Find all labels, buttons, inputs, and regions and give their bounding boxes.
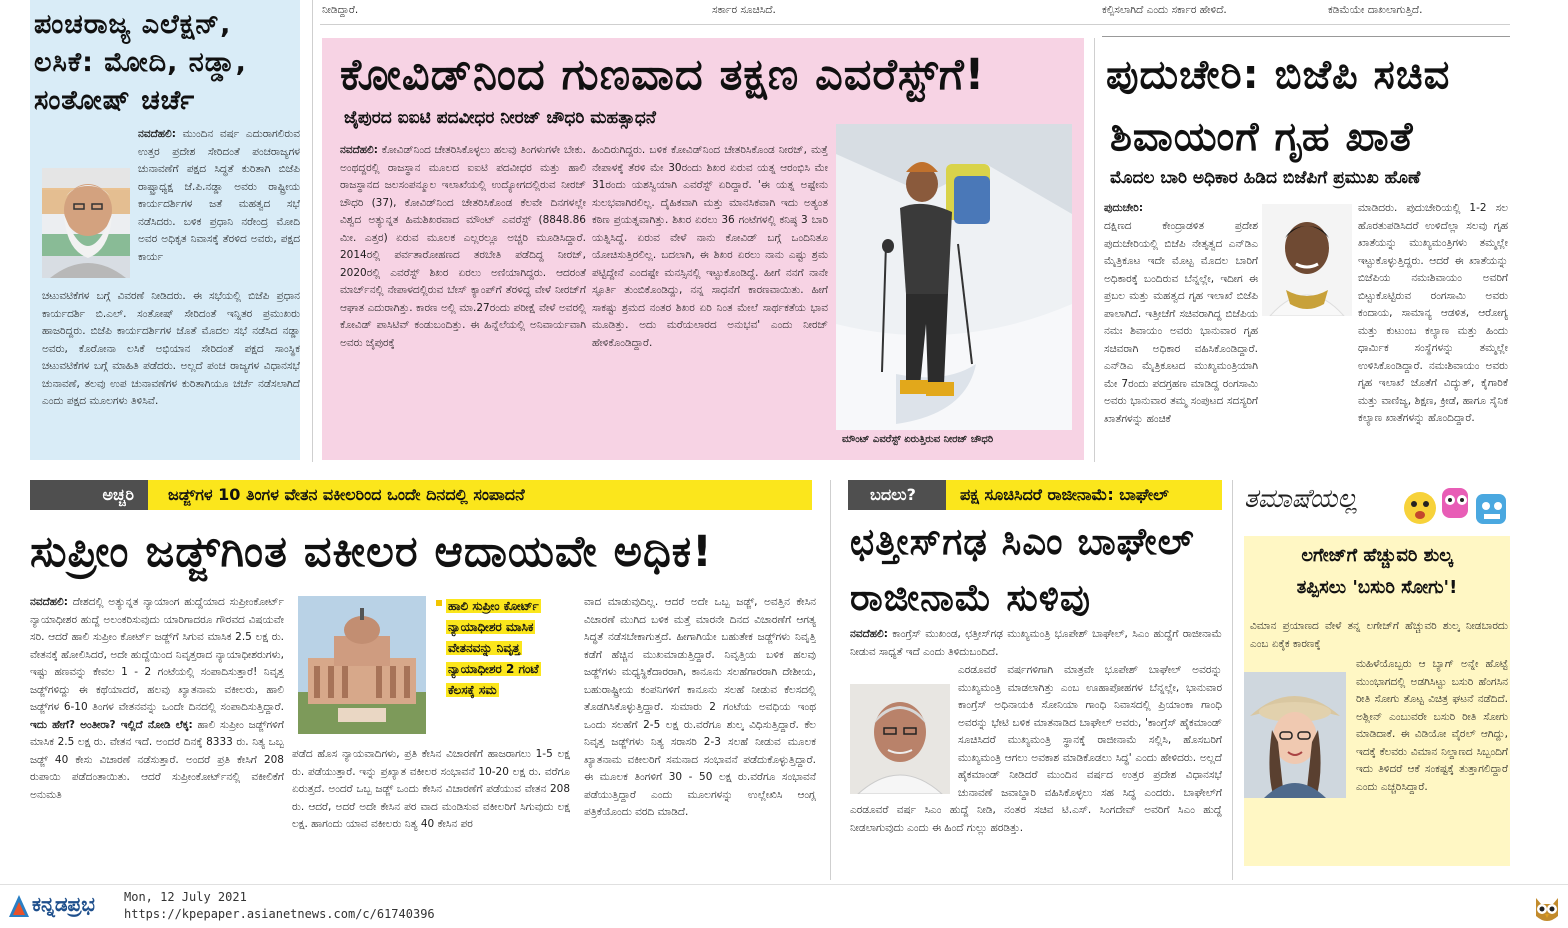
owl-icon[interactable] — [1532, 892, 1562, 924]
modi-photo — [42, 168, 130, 278]
judges-callout-highlight: ಹಾಲಿ ಸುಪ್ರೀಂ ಕೋರ್ಟ್ ನ್ಯಾಯಾಧೀಶರ ಮಾಸಿಕ ವೇತನವನ್ನು ನಿವೃತ್ತ ನ್ಯಾಯಾಧೀಶರ 2 ಗಂಟೆ ಕೆಲಸಕ್ಕೆ ಸಮ — [448, 599, 539, 697]
baghel-headline-line-2: ರಾಜೀನಾಮೆ ಸುಳಿವು — [850, 576, 1092, 619]
everest-col-2: ಹಿಂದಿರುಗಿದ್ದರು. ಬಳಿಕ ಕೋವಿಡ್‌ನಿಂದ ಚೇತರಿಸಿಕೊಂಡ ನೀರಜ್, ಮತ್ತೆ ನೇಪಾಳಕ್ಕೆ ತೆರಳಿ ಮೇ 30ರಂದು ಶಿಖರ ಏರುವ ಯತ್ನ ಆರಂಭಿಸಿ ಮೇ 31ರಂದು ಯಶಸ್ವಿಯಾಗಿ ಎವರೆಸ್ಟ್ ಏರಿದ್ದಾರೆ. 'ಈ ಯತ್ನ ಅಷ್ಟೇನು ಸುಲಭವಾಗಿರಲಿಲ್ಲ. ದೈಹಿಕವಾಗಿ ಮತ್ತು ಮಾನಸಿಕವಾಗಿ ಇದು ಅತ್ಯಂತ ಕಠಿಣ ಪ್ರಯತ್ನವಾಗಿತ್ತು. ಶಿಖರ ಏರಲು 36 ಗಂಟೆಗಳಲ್ಲಿ ಕನಿಷ್ಠ 3 ಬಾರಿ ಯತ್ನಿಸಿದ್ದೆ. ಏರುವ ವೇಳೆ ನಾನು ಕೋವಿಡ್ ಬಗ್ಗೆ ಒಂದಿನಿತೂ ಯೋಚಿಸುತ್ತಿರಲಿಲ್ಲ. ಬದಲಾಗಿ, ಈ ಶಿಖರ ಏರಲು ನಾನು ಎಷ್ಟು ಶ್ರಮ ಪಟ್ಟಿದ್ದೇನೆ ಎಂದಷ್ಟೇ ಮನಸ್ಸಿನಲ್ಲಿ ಇಟ್ಟುಕೊಂಡಿದ್ದೆ. ಹೀಗೆ ನನಗೆ ನಾನೇ ಸ್ಫೂರ್ತಿ ತುಂಬಿಕೊಂಡಿದ್ದು, ನನ್ನ ಸಾಧನೆಗೆ ಕಾರಣವಾಯಿತು. ಹೀಗೆ ಸಾಕಷ್ಟು ಶ್ರಮದ ನಂತರ ಶಿಖರ ಏರಿ ನಿಂತ ಮೇಲೆ ಸಾರ್ಥಕತೆಯ ಭಾವ ಮೂಡಿತ್ತು. ಅದು ಮರೆಯಲಾರದ ಅನುಭವ' ಎಂದು ನೀರಜ್ ಹೇಳಿಕೊಂಡಿದ್ದಾರೆ. — [592, 144, 828, 349]
everest-col-1 — [340, 142, 586, 458]
everest-subhead: ಜೈಪುರದ ಐಐಟಿ ಪದವೀಧರ ನೀರಜ್ ಚೌಧರಿ ಮಹತ್ಸಾಧನೆ — [344, 108, 656, 128]
judges-col-3: ವಾದ ಮಾಡುವುದಿಲ್ಲ. ಆದರೆ ಅದೇ ಒಬ್ಬ ಜಡ್ಜ್, ಅವತ್ತಿನ ಕೇಸಿನ ವಿಚಾರಣೆ ಮುಗಿದ ಬಳಿಕ ಮತ್ತೆ ಮಾರನೇ ದಿನದ ವಿಚಾರಣೆಗೆ ಆಗತ್ಯ ಸಿದ್ಧತೆ ನಡೆಸಬೇಕಾಗುತ್ತದೆ. ಹೀಗಾಗಿಯೇ ಬಹುತೇಕ ಜಡ್ಜ್‌ಗಳು ನಿವೃತ್ತಿ ಕಡೆಗೆ ಹೆಚ್ಚಿನ ಮುಖಮಾಡುತ್ತಿದ್ದಾರೆ. ನಿವೃತ್ತಿಯ ಬಳಿಕ ಹಲವು ಜಡ್ಜ್‌ಗಳು ಮಧ್ಯಸ್ಥಿಕೆದಾರರಾಗಿ, ಕಾನೂನು ಸಲಹೆಗಾರರಾಗಿ ದೇಶೀಯ, ಬಹುರಾಷ್ಟ್ರೀಯ ಕಂಪನಿಗಳಿಗೆ ಕಾನೂನು ಸಲಹೆ ನೀಡುವ ಕೆಲಸದಲ್ಲಿ ತೊಡಗಿಸಿಕೊಳ್ಳುತ್ತಿದ್ದಾರೆ. ಸುಮಾರು 2 ಗಂಟೆಯ ಅವಧಿಯ ಇಂಥ ಒಂದು ಸಲಹೆಗೆ 2-5 ಲಕ್ಷ ರು.ವರೆಗೂ ಶುಲ್ಕ ವಿಧಿಸುತ್ತಿದ್ದಾರೆ. ಕೆಲ ನಿವೃತ್ತ ಜಡ್ಜ್‌ಗಳು ನಿತ್ಯ ಸರಾಸರಿ 2-3 ಸಲಹೆ ನೀಡುವ ಮೂಲಕ ಖ್ಯಾತನಾಮ ವಕೀಲರಿಗೆ ಸಮನಾದ ಸಂಭಾವನೆ ಪಡೆದುಕೊಳ್ಳುತ್ತಿದ್ದಾರೆ. ಈ ಮೂಲಕ ತಿಂಗಳಿಗೆ 30 - 50 ಲಕ್ಷ ರು.ವರೆಗೂ ಸಂಭಾವನೆ ಪಡೆಯುತ್ತಿದ್ದಾರೆ ಎಂದು ಮೂಲಗಳನ್ನು ಉಲ್ಲೇಖಿಸಿ ಆಂಗ್ಲ ಪತ್ರಿಕೆಯೊಂದು ವರದಿ ಮಾಡಿದೆ. — [584, 596, 816, 818]
baghel-para-1-text: ಕಾಂಗ್ರೆಸ್ ಮುಖಂಡ, ಛತ್ತೀಸ್‌ಗಢ ಮುಖ್ಯಮಂತ್ರಿ ಭೂಪೇಶ್ ಬಾಘೇಲ್, ಸಿಎಂ ಹುದ್ದೆಗೆ ರಾಜೀನಾಮೆ ನೀಡುವ ಸಾಧ್ಯತೆ ಇದೆ ಎಂದು ತಿಳಿದುಬಂದಿದೆ. — [850, 628, 1222, 658]
footer-date: Mon, 12 July 2021 — [124, 890, 247, 904]
baghel-para-1 — [850, 626, 1222, 662]
tamasha-headline-line-1: ಲಗೇಜ್‌ಗೆ ಹೆಚ್ಚುವರಿ ಶುಲ್ಕ — [1301, 545, 1453, 566]
everest-caption: ಮೌಂಟ್ ಎವರೆಸ್ಟ್ ಏರುತ್ತಿರುವ ನೀರಜ್ ಚೌಧರಿ — [842, 434, 994, 445]
tamasha-para-1: ವಿಮಾನ ಪ್ರಯಾಣದ ವೇಳೆ ತನ್ನ ಲಗೇಜ್‌ಗೆ ಹೆಚ್ಚುವರಿ ಶುಲ್ಕ ನೀಡಬಾರದು ಎಂಬ ಏಕೈಕ ಕಾರಣಕ್ಕೆ — [1250, 620, 1508, 650]
judges-callout-text — [446, 596, 562, 701]
tamasha-headline-line-2: ತಪ್ಪಿಸಲು 'ಬಸುರಿ ಸೋಗು'! — [1296, 577, 1458, 598]
top-strip-text-2: ಸರ್ಕಾರ ಸೂಚಿಸಿದೆ. — [712, 4, 776, 16]
everest-dateline: ನವದೆಹಲಿ: — [340, 144, 378, 156]
callout-bullet-icon — [436, 600, 442, 606]
panchayat-box — [30, 0, 300, 460]
judges-tag — [30, 480, 148, 510]
judges-kicker: ಜಡ್ಜ್‌ಗಳ 10 ತಿಂಗಳ ವೇತನ ವಕೀಲರಿಂದ ಒಂದೇ ದಿನದಲ್ಲಿ ಸಂಪಾದನೆ — [168, 485, 525, 504]
supreme-court-photo — [298, 596, 426, 734]
baghel-headline-line-1: ಛತ್ತೀಸ್‌ಗಢ ಸಿಎಂ ಬಾಘೇಲ್ — [850, 520, 1195, 563]
tamasha-headline — [1244, 536, 1510, 604]
top-strip-text-1: ನೀಡಿದ್ದಾರೆ. — [322, 4, 359, 16]
everest-box — [322, 38, 1084, 460]
puducherry-headline — [1106, 44, 1450, 168]
kannadaprabha-logo-icon — [8, 894, 30, 918]
judges-dateline: ನವದೆಹಲಿ: — [30, 596, 68, 608]
panchayat-headline-line-3: ಸಂತೋಷ್ ಚರ್ಚೆ — [34, 85, 196, 116]
tamasha-brand: ತಮಾಷೆಯಲ್ಲ — [1244, 484, 1358, 514]
footer-logo-text: ಕನ್ನಡಪ್ರಭ — [32, 892, 95, 916]
top-strip-text-4: ಕಡಿಮೆಯೇ ದಾಖಲಾಗುತ್ತಿದೆ. — [1328, 4, 1423, 16]
puducherry-col-2: ಮಾಡಿದರು. ಪುದುಚೇರಿಯಲ್ಲಿ 1-2 ಸಲ ಹೊರತುಪಡಿಸಿದರೆ ಉಳಿದೆಲ್ಲಾ ಸಲವು ಗೃಹ ಖಾತೆಯನ್ನು ಮುಖ್ಯಮಂತ್ರಿಗಳು ತಮ್ಮಲ್ಲೇ ಇಟ್ಟುಕೊಳ್ಳುತ್ತಿದ್ದರು. ಆದರೆ ಈ ಖಾತೆಯನ್ನು ಬಿಜೆಪಿಯ ನಮಃಶಿವಾಯಂ ಅವರಿಗೆ ಬಿಟ್ಟುಕೊಟ್ಟಿರುವ ರಂಗಸಾಮಿ ಅವರು ಕಂದಾಯ, ಸಾಮಾನ್ಯ ಆಡಳಿತ, ಆರೋಗ್ಯ ಮತ್ತು ಕುಟುಂಬ ಕಲ್ಯಾಣ ಮತ್ತು ಹಿಂದು ಧಾರ್ಮಿಕ ಸಂಸ್ಥೆಗಳನ್ನು ತಮ್ಮಲ್ಲೇ ಉಳಿಸಿಕೊಂಡಿದ್ದಾರೆ. ನಮಃಶಿವಾಯಂ ಅವರು ಗೃಹ ಇಲಾಖೆ ಜೊತೆಗೆ ವಿದ್ಯುತ್, ಕೈಗಾರಿಕೆ ಮತ್ತು ವಾಣಿಜ್ಯ, ಶಿಕ್ಷಣ, ಕ್ರೀಡೆ, ಹಾಗೂ ಸೈನಿಕ ಕಲ್ಯಾಣ ಖಾತೆಗಳನ್ನು ಹೊಂದಿದ್ದಾರೆ. — [1358, 202, 1508, 424]
judges-kicker-bar — [148, 480, 812, 510]
panchayat-headline — [34, 6, 247, 120]
judges-col-1-text: ದೇಶದಲ್ಲಿ ಅತ್ಯುನ್ನತ ನ್ಯಾಯಾಂಗ ಹುದ್ದೆಯಾದ ಸುಪ್ರೀಂಕೋರ್ಟ್ ನ್ಯಾಯಾಧೀಶರ ಹುದ್ದೆ ಅಲಂಕರಿಸುವುದು ಯಾರಿಗಾದರೂ ಗೌರವದ ವಿಷಯವೇ ಸರಿ. ಆದರೆ ಹಾಲಿ ಸುಪ್ರೀಂ ಕೋರ್ಟ್ ಜಡ್ಜ್‌ಗೆ ಸಿಗುವ ಮಾಸಿಕ 2.5 ಲಕ್ಷ ರು. ವೇತನಕ್ಕೆ ಹೋಲಿಸಿದರೆ, ಅದೇ ಹುದ್ದೆಯಿಂದ ನಿವೃತ್ತರಾದ ನ್ಯಾಯಾಧೀಶರುಗಳು, ಇಷ್ಟು ಹಣವನ್ನು ಕೇವಲ 1 - 2 ಗಂಟೆಯಲ್ಲಿ ಸಂಪಾದಿಸುತ್ತಾರೆ! ನಿವೃತ್ತ ಜಡ್ಜ್‌ಗಳಿದ್ದು ಈ ಕಥೆಯಾದರೆ, ಹಲವು ಖ್ಯಾತನಾಮ ವಕೀಲರು, ಹಾಲಿ ಜಡ್ಜ್‌ಗಳ 6-10 ತಿಂಗಳ ವೇತನವನ್ನು ಒಂದೇ ದಿನದಲ್ಲಿ ಸಂಪಾದಿಸುತ್ತಿದ್ದಾರೆ. — [30, 596, 284, 713]
panchayat-para-2: ಚಟುವಟಿಕೆಗಳ ಬಗ್ಗೆ ವಿವರಣೆ ನೀಡಿದರು. ಈ ಸಭೆಯಲ್ಲಿ ಬಿಜೆಪಿ ಪ್ರಧಾನ ಕಾರ್ಯದರ್ಶಿ ಬಿ.ಎಲ್. ಸಂತೋಷ್ ಸೇರಿದಂತೆ ಇನ್ನಿತರ ಪ್ರಮುಖರು ಹಾಜರಿದ್ದರು. ಬಿಜೆಪಿ ಕಾರ್ಯದರ್ಶಿಗಳ ಜೊತೆ ಮೊದಲ ಸಭೆ ನಡೆಸಿದ ನಡ್ಡಾ ಅವರು, ಕೊರೋನಾ ಲಸಿಕೆ ಅಭಿಯಾನ ಸೇರಿದಂತೆ ಪಕ್ಷದ ಸಾಂಸ್ಥಿಕ ಚಟುವಟಿಕೆಗಳ ಬಗ್ಗೆ ಮಾಹಿತಿ ಪಡೆದರು. ಅಲ್ಲದೆ ಪಂಚ ರಾಜ್ಯಗಳ ವಿಧಾನಸಭೆ ಚುನಾವಣೆ, ತಲವು ಉಪ ಚುನಾವಣೆಗಳ ಕುರಿತಾಗಿಯೂ ಚರ್ಚೆ ನಡೆಸಲಾಗಿದೆ ಎಂದು ಪಕ್ಷದ ಮೂಲಗಳು ತಿಳಿಸಿವೆ. — [42, 290, 300, 407]
puducherry-headline-line-2: ಶಿವಾಯಂಗೆ ಗೃಹ ಖಾತೆ — [1110, 114, 1414, 160]
panchayat-para-1 — [42, 126, 300, 286]
baghel-headline — [850, 514, 1195, 626]
judges-callout — [436, 596, 566, 744]
judges-tag-label: ಅಚ್ಚರಿ — [102, 485, 134, 504]
judges-question: ಇದು ಹೇಗೆ? ಅಂತೀರಾ? ಇಲ್ಲಿದೆ ನೋಡಿ ಲೆಕ್ಕ: — [30, 718, 193, 731]
judges-headline: ಸುಪ್ರೀಂ ಜಡ್ಜ್‌ಗಿಂತ ವಕೀಲರ ಆದಾಯವೇ ಅಧಿಕ! — [30, 527, 713, 577]
puducherry-col-1: ದಕ್ಷಿಣದ ಕೇಂದ್ರಾಡಳಿತ ಪ್ರದೇಶ ಪುದುಚೇರಿಯಲ್ಲಿ ಬಿಜೆಪಿ ನೇತೃತ್ವದ ಎನ್‌ಡಿಎ ಮೈತ್ರಿಕೂಟ ಇದೇ ಮೊಟ್ಟ ಮೊದಲ ಬಾರಿಗೆ ಅಧಿಕಾರಕ್ಕೆ ಬಂದಿರುವ ಬೆನ್ನಲ್ಲೇ, ಇದೀಗ ಈ ಪ್ರಬಲ ಮತ್ತು ಮಹತ್ವದ ಗೃಹ ಇಲಾಖೆ ಬಿಜೆಪಿ ಪಾಲಾಗಿದೆ. ಇತ್ತೀಚೆಗೆ ಸಚಿವರಾಗಿದ್ದ ಬಿಜೆಪಿಯ ನಮಃ ಶಿವಾಯಂ ಅವರು ಭಾನುವಾರ ಗೃಹ ಸಚಿವರಾಗಿ ಅಧಿಕಾರ ವಹಿಸಿಕೊಂಡಿದ್ದಾರೆ. ಎನ್‌ಡಿಎ ಮೈತ್ರಿಕೂಟದ ಮುಖ್ಯಮಂತ್ರಿಯಾಗಿ ಮೇ 7ರಂದು ಪದಗ್ರಹಣ ಮಾಡಿದ್ದ ರಂಗಸಾಮಿ ಅವರು ಭಾನುವಾರ ತಮ್ಮ ಸಂಪುಟದ ಸದಸ್ಯರಿಗೆ ಖಾತೆಗಳನ್ನು ಹಂಚಿಕೆ — [1104, 220, 1258, 425]
puducherry-subhead: ಮೊದಲ ಬಾರಿ ಅಧಿಕಾರ ಹಿಡಿದ ಬಿಜೆಪಿಗೆ ಪ್ರಮುಖ ಹೊಣೆ — [1110, 168, 1421, 188]
puducherry-dateline: ಪುದುಚೇರಿ: — [1104, 202, 1144, 214]
panchayat-headline-line-1: ಪಂಚರಾಜ್ಯ ಎಲೆಕ್ಷನ್, — [34, 9, 232, 40]
puducherry-headline-line-1: ಪುದುಚೇರಿ: ಬಿಜೆಪಿ ಸಚಿವ — [1106, 52, 1451, 98]
baghel-dateline: ನವದೆಹಲಿ: — [850, 628, 888, 640]
baghel-photo-spacer — [850, 662, 958, 796]
judges-col-1b-text: ಹಾಲಿ ಸುಪ್ರೀಂ ಜಡ್ಜ್‌ಗಳಿಗೆ ಮಾಸಿಕ 2.5 ಲಕ್ಷ ರು. ವೇತನ ಇದೆ. ಅಂದರೆ ದಿನಕ್ಕೆ 8333 ರು. ನಿತ್ಯ ಒಬ್ಬ ಜಡ್ಜ್ 40 ಕೇಸು ವಿಚಾರಣೆ ನಡೆಸುತ್ತಾರೆ. ಅಂದರೆ ಪ್ರತಿ ಕೇಸಿಗೆ 208 ರುಪಾಯಿ ಪಡೆದಂತಾಯಿತು. ಆದರೆ ಸುಪ್ರೀಂಕೋರ್ಟ್‌ನಲ್ಲಿ ವಕೀಲಿಕೆಗೆ ಅನುಮತಿ — [30, 718, 284, 801]
baghel-kicker: ಪಕ್ಷ ಸೂಚಿಸಿದರೆ ರಾಜೀನಾಮೆ: ಬಾಘೇಲ್ — [960, 485, 1169, 504]
baghel-kicker-bar — [946, 480, 1222, 510]
minister-photo — [1262, 204, 1352, 316]
everest-headline: ಕೋವಿಡ್‌ನಿಂದ ಗುಣವಾದ ತಕ್ಷಣ ಎವರೆಸ್ಟ್‌ಗೆ! — [340, 50, 986, 100]
everest-photo — [836, 124, 1072, 430]
panchayat-dateline: ನವದೆಹಲಿ: — [138, 128, 176, 140]
judges-col-2: ಪಡೆದ ಹೊಸ ನ್ಯಾಯವಾದಿಗಳು, ಪ್ರತಿ ಕೇಸಿನ ವಿಚಾರಣೆಗೆ ಹಾಜರಾಗಲು 1-5 ಲಕ್ಷ ರು. ಪಡೆಯುತ್ತಾರೆ. ಇನ್ನು ಪ್ರಖ್ಯಾತ ವಕೀಲರ ಸಂಭಾವನೆ 10-20 ಲಕ್ಷ ರು. ವರೆಗೂ ಏರುತ್ತದೆ. ಅಂದರೆ ಒಬ್ಬ ಜಡ್ಜ್ ಒಂದು ಕೇಸಿನ ವಿಚಾರಣೆಗೆ ಪಡೆಯುವ ವೇತನ 208 ರು. ಆದರೆ, ಅದರೆ ಅದೇ ಕೇಸಿನ ಪರ ವಾದ ಮಂಡಿಸುವ ವಕೀಲರಿಗೆ ಸಿಗುವುದು ಲಕ್ಷ ಲಕ್ಷ. ಹಾಗಂದು ಯಾವ ವಕೀಲರು ನಿತ್ಯ 40 ಕೇಸಿನ ಪರ — [292, 748, 570, 830]
judges-col-1 — [30, 594, 284, 880]
tamasha-para-2 — [1250, 656, 1508, 862]
tamasha-brand-area — [1244, 478, 1510, 528]
panchayat-text-1: ಮುಂದಿನ ವರ್ಷ ಎದುರಾಗಲಿರುವ ಉತ್ತರ ಪ್ರದೇಶ ಸೇರಿದಂತೆ ಪಂಚರಾಜ್ಯಗಳ ಚುನಾವಣೆಗೆ ಪಕ್ಷದ ಸಿದ್ಧತೆ ಕುರಿತಾಗಿ ಬಿಜೆಪಿ ರಾಷ್ಟ್ರಾಧ್ಯಕ್ಷ ಜೆ.ಪಿ.ನಡ್ಡಾ ಅವರು ರಾಷ್ಟ್ರೀಯ ಕಾರ್ಯದರ್ಶಿಗಳ ಜತೆ ಮಹತ್ವದ ಸಭೆ ನಡೆಸಿದರು. ಬಳಿಕ ಪ್ರಧಾನಿ ನರೇಂದ್ರ ಮೋದಿ ಅವರ ಅಧಿಕೃತ ನಿವಾಸಕ್ಕೆ ತೆರಳಿದ ಅವರು, ಪಕ್ಷದ ಕಾರ್ಯ — [138, 128, 300, 263]
everest-col-1-text: ಕೋವಿಡ್‌ನಿಂದ ಚೇತರಿಸಿಕೊಳ್ಳಲು ಹಲವು ತಿಂಗಳುಗಳೇ ಬೇಕು. ಅಂಥದ್ದರಲ್ಲಿ ರಾಜಸ್ಥಾನ ಮೂಲದ ಐಐಟಿ ಪದವೀಧರ ಮತ್ತು ಹಾಲಿ ರಾಜಸ್ಥಾನದ ಜಲಸಂಪನ್ಮೂಲ ಇಲಾಖೆಯಲ್ಲಿ ಉದ್ಯೋಗದಲ್ಲಿರುವ ನೀರಜ್ ಚೌಧರಿ (37), ಕೋವಿಡ್‌ನಿಂದ ಚೇತರಿಸಿಕೊಂಡ ಕೆಲವೇ ದಿನಗಳಲ್ಲೇ ವಿಶ್ವದ ಅತ್ಯುನ್ನತ ಹಿಮಶಿಖರವಾದ ಮೌಂಟ್ ಎವರೆಸ್ಟ್ (8848.86 ಮೀ. ಎತ್ತರ) ಏರುವ ಮೂಲಕ ಎಲ್ಲರಲ್ಲೂ ಅಚ್ಚರಿ ಮೂಡಿಸಿದ್ದಾರೆ. 2014ರಲ್ಲಿ ಪರ್ವತಾರೋಹಣದ ತರಬೇತಿ ಪಡೆದಿದ್ದ ನೀರಜ್, 2020ರಲ್ಲಿ ಎವರೆಸ್ಟ್ ಶಿಖರ ಏರಲು ಅಣಿಯಾಗಿದ್ದರು. ಆದರಂತೆ ಮಾರ್ಚ್‌ನಲ್ಲಿ ನೇಪಾಳದಲ್ಲಿರುವ ಬೇಸ್ ಕ್ಯಾಂಪ್‌ಗೆ ತೆರಳಿದ್ದ ವೇಳೆ ನೀರಜ್‌ಗೆ ಆಘಾತ ಎದುರಾಗಿತ್ತು. ಕಾರಣ ಅಲ್ಲಿ ಮಾ.27ರಂದು ಪರೀಕ್ಷೆ ವೇಳೆ ಅವರಲ್ಲಿ ಕೋವಿಡ್ ಪಾಸಿಟಿವ್ ಕಂಡುಬಂದಿತ್ತು. ಈ ಹಿನ್ನೆಲೆಯಲ್ಲಿ ಅನಿವಾರ್ಯವಾಗಿ ಅವರು ಜೈಪುರಕ್ಕೆ — [340, 144, 586, 349]
baghel-tag — [848, 480, 946, 510]
panchayat-headline-line-2: ಲಸಿಕೆ: ಮೋದಿ, ನಡ್ಡಾ, — [34, 47, 247, 78]
tamasha-photo-spacer — [1250, 656, 1356, 802]
baghel-tag-label: ಬದಲು? — [870, 485, 916, 504]
baghel-para-2 — [850, 662, 1222, 882]
top-strip-text-3: ಕಲ್ಪಿಸಲಾಗಿದೆ ಎಂದು ಸರ್ಕಾರ ಹೇಳಿದೆ. — [1102, 4, 1227, 16]
emoji-faces-icon — [1402, 478, 1510, 528]
footer-url[interactable]: https://kpepaper.asianetnews.com/c/61740396 — [124, 907, 435, 921]
baghel-para-2-text: ಎರಡೂವರೆ ವರ್ಷಗಳಿಗಾಗಿ ಮಾತ್ರವೇ ಭೂಪೇಶ್ ಬಾಘೇಲ್ ಅವರನ್ನು ಮುಖ್ಯಮಂತ್ರಿ ಮಾಡಲಾಗಿತ್ತು ಎಂಬ ಊಹಾಪೋಹಗಳ ಬೆನ್ನಲ್ಲೇ, ಭಾನುವಾರ ಕಾಂಗ್ರೆಸ್ ಅಧಿನಾಯಕಿ ಸೋನಿಯಾ ಗಾಂಧಿ ನಿವಾಸದಲ್ಲಿ ಪ್ರಿಯಾಂಕಾ ಗಾಂಧಿ ಅವರನ್ನು ಭೇಟಿ ಬಳಿಕ ಮಾತನಾಡಿದ ಬಾಘೇಲ್ ಅವರು, 'ಕಾಂಗ್ರೆಸ್ ಹೈಕಮಾಂಡ್ ಸೂಚಿಸಿದರೆ ಮುಖ್ಯಮಂತ್ರಿ ಸ್ಥಾನಕ್ಕೆ ರಾಜೀನಾಮೆ ಸಲ್ಲಿಸಿ, ಹೊಸಬರಿಗೆ ಮುಖ್ಯಮಂತ್ರಿ ಆಗಲು ಅವಕಾಶ ಮಾಡಿಕೊಡಲು ಸಿದ್ಧ' ಎಂದು ಹೇಳಿದರು. ಅಲ್ಲದೆ ಹೈಕಮಾಂಡ್ ನೀಡಿದರೆ ಮುಂದಿನ ವರ್ಷದ ಉತ್ತರ ಪ್ರದೇಶ ವಿಧಾನಸಭೆ ಚುನಾವಣೆ ಜವಾಬ್ದಾರಿ ವಹಿಸಿಕೊಳ್ಳಲು ಸಹ ಸಿದ್ಧ ಎಂದರು. ಬಾಘೇಲ್‌ಗೆ ಎರಡೂವರೆ ವರ್ಷ ಸಿಎಂ ಹುದ್ದೆ ನೀಡಿ, ನಂತರ ಸಚಿವ ಟಿ.ಎಸ್. ಸಿಂಗದೇವ್ ಅವರಿಗೆ ಸಿಎಂ ಹುದ್ದೆ ನೀಡಲಾಗುವುದು ಎಂದು ಈ ಹಿಂದೆ ಗುಲ್ಲು ಹರಡಿತ್ತು. — [850, 664, 1222, 834]
tamasha-box — [1244, 536, 1510, 866]
tamasha-para-2-text: ಮಹಿಳೆಯೊಬ್ಬರು ಆ ಬ್ಯಾಗ್ ಅನ್ನೇ ಹೊಟ್ಟೆ ಮುಂಭಾಗದಲ್ಲಿ ಅಡಗಿಸಿಟ್ಟು ಬಸುರಿ ಹೆಂಗಸಿನ ರೀತಿ ಸೋಗು ತೊಟ್ಟ ವಿಚಿತ್ರ ಘಟನೆ ನಡೆದಿದೆ. ಅಶ್ಲೀನ್ ಎಂಬುವರೇ ಬಸುರಿ ರೀತಿ ಸೋಗು ಮಾಡಿದಾಕೆ. ಈ ವಿಡಿಯೋ ವೈರಲ್ ಆಗಿದ್ದು, ಇದಕ್ಕೆ ಕೆಲವರು ವಿಮಾನ ನಿಲ್ದಾಣದ ಸಿಬ್ಬಂದಿಗೆ ಇದು ತಿಳಿದರೆ ಆಕೆ ಸಂಕಷ್ಟಕ್ಕೆ ತುತ್ತಾಗಲಿದ್ದಾರೆ ಎಂದು ಎಚ್ಚರಿಸಿದ್ದಾರೆ. — [1356, 658, 1508, 793]
